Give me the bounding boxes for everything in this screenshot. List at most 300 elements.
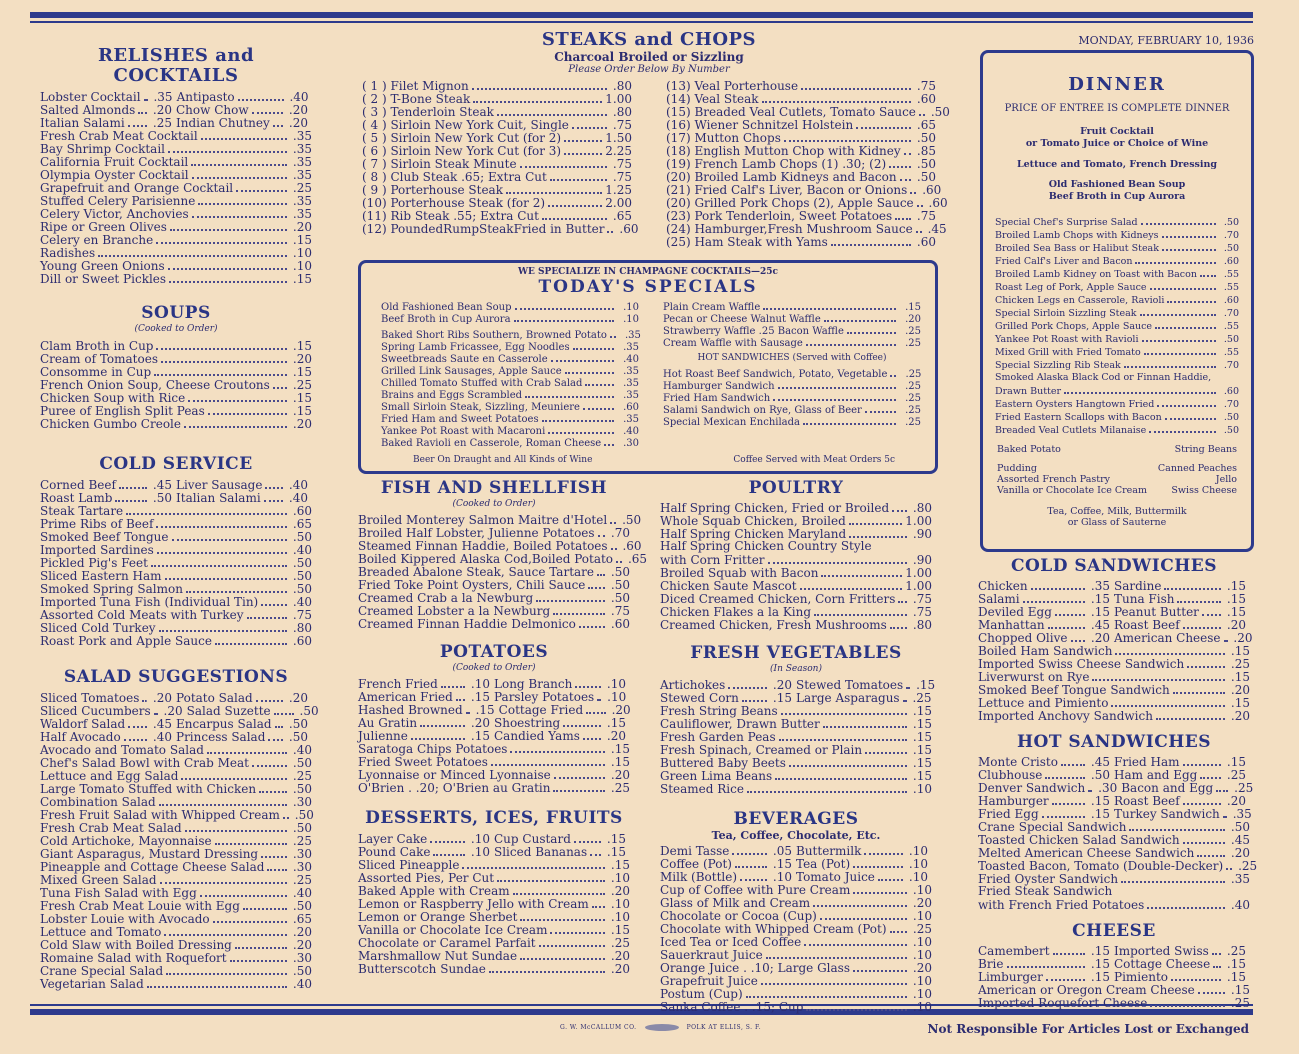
leader-dots [853,883,907,894]
menu-item [40,142,312,155]
leader-dots [261,847,287,858]
leader-dots [462,858,605,869]
cheese-pairs [978,944,1250,983]
item-price: .70 [1223,399,1239,410]
item-price: .80 [612,105,632,119]
leader-dots [579,617,605,628]
leader-dots [1045,768,1085,779]
menu-item-pair [978,755,1250,768]
special-item [381,299,639,311]
leader-dots [542,209,607,220]
leader-dots [1223,807,1227,818]
dinner-drinks: Tea, Coffee, Milk, Buttermilk [1047,506,1187,517]
item-name: Pimiento [1114,970,1169,984]
menu-item [660,769,932,782]
item-name: Sliced Pineapple [358,858,460,872]
leader-dots [917,196,923,207]
cold-service-list [40,504,312,647]
item-name: Chicken [978,579,1028,593]
item-price: .50 [930,105,950,119]
poultry-list [660,501,932,631]
item-price: .20 [470,716,490,730]
leader-dots [768,553,907,564]
printer-credit [560,1024,761,1031]
leader-dots [215,634,287,645]
leader-dots [583,399,614,410]
item-price: .20 [152,691,172,705]
leader-dots [1177,592,1221,603]
menu-item [358,578,630,591]
item-name: (19) French Lamb Chops (1) .30; (2) [666,157,887,171]
pair-cell [40,116,176,129]
menu-item-pair [40,90,312,103]
menu-item [666,79,936,92]
item-price: .15 [905,302,921,313]
menu-item [358,565,630,578]
menu-item [40,556,312,569]
dinner-price-note: PRICE OF ENTREE IS COMPLETE DINNER [1004,103,1230,114]
item-name: Candied Yams [494,729,580,743]
leader-dots [236,181,287,192]
item-price: .40 [292,743,312,757]
leader-dots [198,194,287,205]
leader-dots [820,909,907,920]
item-name: Broiled Monterey Salmon Maitre d'Hotel [358,513,608,527]
pair-cell [40,704,187,717]
item-name: Limburger [978,970,1043,984]
item-name: Stewed Tomatoes [796,678,904,692]
item-name: Broiled Sea Bass or Halibut Steak [995,243,1159,254]
leader-dots [433,845,465,856]
item-name: Fried Toke Point Oysters, Chili Sauce [358,578,586,592]
menu-item [660,743,932,756]
item-name: ( 4 ) Sirloin New York Cuit, Single [362,118,569,132]
item-name: Cream Waffle with Sausage [663,338,803,349]
pair-cell [358,716,494,729]
item-name: Cup of Coffee with Pure Cream [660,883,851,897]
item-name: Half Spring Chicken, Fried or Broiled [660,501,890,515]
dinner-entree [995,254,1239,267]
item-name: Chef's Salad Bowl with Crab Meat [40,756,249,770]
menu-item-pair [358,716,630,729]
pair-cell [978,618,1114,631]
item-price: .15 [606,832,626,846]
item-price: .20 [610,884,630,898]
special-item [381,327,639,339]
item-name: Chicken Saute Mascot [660,579,797,593]
pair-cell [494,690,630,703]
menu-item [362,92,632,105]
coffee-note: Coffee Served with Meat Orders 5c [733,455,895,465]
item-price: .15 [1230,983,1250,997]
item-price: .35 [1232,807,1252,821]
item-name: Sliced Eastern Ham [40,569,162,583]
printer-name: G. W. McCALLUM CO. [560,1024,637,1031]
item-name: Fried Sweet Potatoes [358,755,488,769]
item-price: .25 [292,769,312,783]
menu-item [358,923,630,936]
menu-item [40,246,312,259]
item-price: .10 [292,259,312,273]
item-price: .15 [292,365,312,379]
item-price: .15 [772,857,792,871]
menu-item [40,339,312,352]
leader-dots [588,578,605,589]
item-name: French Fried [358,677,438,691]
column-left [40,45,319,991]
menu-item [40,569,312,582]
item-name: Special Sirloin Sizzling Steak [995,308,1137,319]
item-name: Sliced Tomatoes [40,691,140,705]
menu-item [666,118,936,131]
item-price: .10 [610,897,630,911]
leader-dots [1157,397,1216,407]
item-price: .10 [610,910,630,924]
leader-dots [247,608,287,619]
menu-item-pair [660,678,936,692]
pair-cell [1114,957,1250,970]
item-name: (21) Fried Calf's Liver, Bacon or Onions [666,183,908,197]
todays-specials-box [358,260,938,474]
item-price: .25 [292,873,312,887]
menu-item [978,709,1250,722]
menu-item [40,582,312,595]
leader-dots [1171,970,1221,981]
pair-cell [1114,807,1256,820]
item-price: .50 [1223,412,1239,423]
item-name: Iced Tea or Iced Coffee [660,935,802,949]
leader-dots [806,335,896,346]
leader-dots [890,366,896,377]
item-price: .35 [292,155,312,169]
item-name: Long Branch [494,677,573,691]
item-name: Princess Salad [176,730,266,744]
menu-item-pair [978,807,1250,820]
item-name: (14) Veal Steak [666,92,759,106]
leader-dots [910,183,916,194]
item-name: American Cheese [1114,631,1221,645]
item-price: 1.00 [905,566,932,580]
printer-logo-icon [645,1024,679,1031]
steaks-list-right [666,79,950,249]
cheese-list [978,983,1250,1009]
leader-dots [207,743,287,754]
pair-cell [978,807,1114,820]
leader-dots [573,339,614,350]
leader-dots [161,352,287,363]
vegetables-title: FRESH VEGETABLES [690,643,902,663]
leader-dots [456,690,465,701]
item-price: .50 [916,170,936,184]
leader-dots [551,351,614,362]
item-price: .50 [292,582,312,596]
menu-item [40,860,312,873]
menu-item [40,621,312,634]
item-name: Broiled Half Lobster, Julienne Potatoes [358,526,595,540]
item-name: Green Lima Beans [660,769,773,783]
leader-dots [235,938,287,949]
menu-item [40,886,312,899]
item-name: Drawn Butter [995,386,1061,397]
menu-item [660,1000,932,1013]
dinner-entree [995,241,1239,254]
leader-dots [610,513,616,524]
pair-cell [176,491,312,504]
leader-dots [813,896,907,907]
menu-item [358,617,630,630]
item-name: (24) Hamburger,Fresh Mushroom Sauce [666,222,913,236]
leader-dots [900,170,911,181]
leader-dots [1167,293,1216,303]
item-price: .25 [905,417,921,428]
item-price: .50 [292,530,312,544]
leader-dots [159,621,287,632]
item-name: Boiled Ham Sandwich [978,644,1113,658]
leader-dots [800,579,903,590]
item-price: .25 [912,691,932,705]
item-price: .35 [292,168,312,182]
menu-item [358,539,642,553]
item-price: .15 [1090,794,1110,808]
column-right [978,556,1258,1010]
leader-dots [1007,957,1086,968]
pair-cell [176,691,312,704]
item-price: .15 [912,730,932,744]
leader-dots [1140,306,1216,316]
leader-dots [186,582,287,593]
leader-dots [1162,228,1216,238]
leader-dots [128,717,147,728]
item-name: Chocolate or Cocoa (Cup) [660,909,817,923]
item-name: ( 9 ) Porterhouse Steak [362,183,503,197]
menu-item-pair [978,781,1254,795]
pair-cell [978,794,1114,807]
steaks-list-left [362,79,639,248]
item-name: Baked Ravioli en Casserole, Roman Cheese [381,438,602,449]
item-price: .15 [772,691,792,705]
leader-dots [1183,833,1225,844]
item-name: Saratoga Chips Potatoes [358,742,508,756]
item-name: Diced Creamed Chicken, Corn Fritters [660,592,896,606]
dinner-drinks-alt: or Glass of Sauterne [1067,517,1167,528]
leader-dots [853,857,903,868]
item-price: .35 [292,207,312,221]
steaks-section [362,29,950,249]
leader-dots [728,678,767,689]
item-price: .50 [152,491,172,505]
leader-dots [778,378,896,389]
item-price: 2.00 [605,196,632,210]
menu-item [978,983,1250,996]
leader-dots [598,526,605,537]
item-price: .60 [292,504,312,518]
leader-dots [773,390,896,401]
item-name: Baked Short Ribs Southern, Browned Potato [381,330,607,341]
leader-dots [168,142,287,153]
item-name: Assorted Pies, Per Cut [358,871,495,885]
item-name: Butterscotch Sundae [358,962,486,976]
menu-item [666,131,936,144]
menu-item [40,964,312,977]
item-price: .25 [152,116,172,130]
steaks-subtitle: Charcoal Broiled or Sizzling [554,50,744,64]
leader-dots [590,845,601,856]
item-price: .25 [905,393,921,404]
menu-item [978,996,1250,1009]
menu-item [358,604,630,617]
item-name: (25) Ham Steak with Yams [666,235,828,249]
item-price: .70 [1223,360,1239,371]
leader-dots [430,832,465,843]
item-name: Artichokes [660,678,726,692]
pair-cell [796,844,932,857]
item-price: .15 [610,742,630,756]
item-price: .15 [292,391,312,405]
menu-item [362,157,632,170]
menu-item-pair [978,944,1250,957]
item-price: .15 [1230,670,1250,684]
menu-item [358,591,630,604]
item-name: Indian Chutney [176,116,270,130]
menu-item [660,909,932,922]
item-price: .30 [1098,781,1118,795]
leader-dots [732,844,767,855]
item-name: Postum (Cup) [660,987,743,1001]
menu-item [40,543,312,556]
leader-dots [165,569,288,580]
item-price: .60 [928,196,948,210]
leader-dots [766,948,907,959]
menu-item [362,196,632,209]
item-name: ( 3 ) Tenderloin Steak [362,105,494,119]
item-name: Crane Special Salad [40,964,164,978]
item-name: Cottage Fried [498,703,584,717]
item-price: .15 [1226,592,1246,606]
leader-dots [548,423,614,434]
menu-item [40,873,312,886]
item-name: (10) Porterhouse Steak (for 2) [362,196,546,210]
leader-dots [1023,592,1085,603]
pair-cell [1114,618,1250,631]
item-name: Dill or Sweet Pickles [40,272,167,286]
item-name: Special Sizzling Rib Steak [995,360,1121,371]
pair-cell [176,717,312,730]
pair-cell [358,729,494,742]
item-name: Olympia Oyster Cocktail [40,168,189,182]
item-name: Radishes [40,246,96,260]
item-price: .35 [623,366,639,377]
item-name: Large Tomato Stuffed with Chicken [40,782,257,796]
leader-dots [170,220,287,231]
item-price: .20 [1230,846,1250,860]
dinner-entree [995,397,1239,410]
leader-dots [539,936,605,947]
item-price: .35 [623,378,639,389]
item-price: .15 [1230,696,1250,710]
item-name: ( 5 ) Sirloin New York Cut (for 2) [362,131,562,145]
menu-item [660,704,932,717]
item-name: Chicken Soup with Rice [40,391,186,405]
leader-dots [138,103,147,114]
relishes-list [40,129,312,285]
pair-cell [660,691,796,704]
leader-dots [98,246,287,257]
item-name: Fried Steak Sandwich [978,884,1113,898]
item-name: Glass of Milk and Cream [660,896,811,910]
leader-dots [742,691,767,702]
item-price: 2.25 [605,144,632,158]
item-name: Manhattan [978,618,1045,632]
item-price: .50 [1223,217,1239,228]
item-price: .20 [912,961,932,975]
leader-dots [763,299,896,310]
menu-item [358,884,630,897]
hot-sandwiches-specials-title: HOT SANDWICHES (Served with Coffee) [697,353,887,363]
item-name: Creamed Chicken, Fresh Mushrooms [660,618,887,632]
menu-item [978,885,1250,898]
item-price: .15 [916,678,936,692]
item-name: Strawberry Waffle .25 Bacon Waffle [663,326,844,337]
item-price: .15 [1226,579,1246,593]
item-price: .20 [610,962,630,976]
menu-item [660,756,932,769]
leader-dots [1144,345,1216,355]
leader-dots [1055,605,1085,616]
leader-dots [159,795,287,806]
menu-item [978,898,1250,911]
item-name: Antipasto [176,90,235,104]
item-price: .30 [292,847,312,861]
leader-dots [192,168,287,179]
leader-dots [1135,254,1216,264]
item-name: Breaded Veal Cutlets Milanaise [995,425,1147,436]
item-price: .15 [912,769,932,783]
menu-item [666,157,936,170]
leader-dots [1183,794,1221,805]
item-name: Toasted Bacon, Tomato (Double-Decker) [978,859,1224,873]
item-price: .10 [470,845,490,859]
leader-dots [904,144,911,155]
specials-soups [381,299,639,323]
leader-dots [553,604,605,615]
pair-cell [660,678,796,691]
item-price: .20 [610,768,630,782]
menu-item [660,501,932,514]
leader-dots [849,527,907,538]
potatoes-list [358,742,630,794]
leader-dots [803,414,896,425]
leader-dots [144,90,148,101]
item-name: Clam Broth in Cup [40,339,154,353]
menu-item [978,833,1250,846]
menu-item [40,925,312,938]
leader-dots [847,323,896,334]
leader-dots [823,717,907,728]
item-price: .40 [288,478,308,492]
item-name: Hot Roast Beef Sandwich, Potato, Vegetable [663,369,888,380]
item-name: Brains and Eggs Scrambled [381,390,523,401]
menu-item [666,92,936,105]
item-price: .50 [292,964,312,978]
item-name: Chocolate or Caramel Parfait [358,936,536,950]
item-name: Celery en Branche [40,233,154,247]
leader-dots [166,964,287,975]
beer-note: Beer On Draught and All Kinds of Wine [413,455,593,465]
menu-item [978,820,1250,833]
item-price: .15 [1230,644,1250,658]
item-price: .75 [292,608,312,622]
item-name: Melted American Cheese Sandwich [978,846,1195,860]
